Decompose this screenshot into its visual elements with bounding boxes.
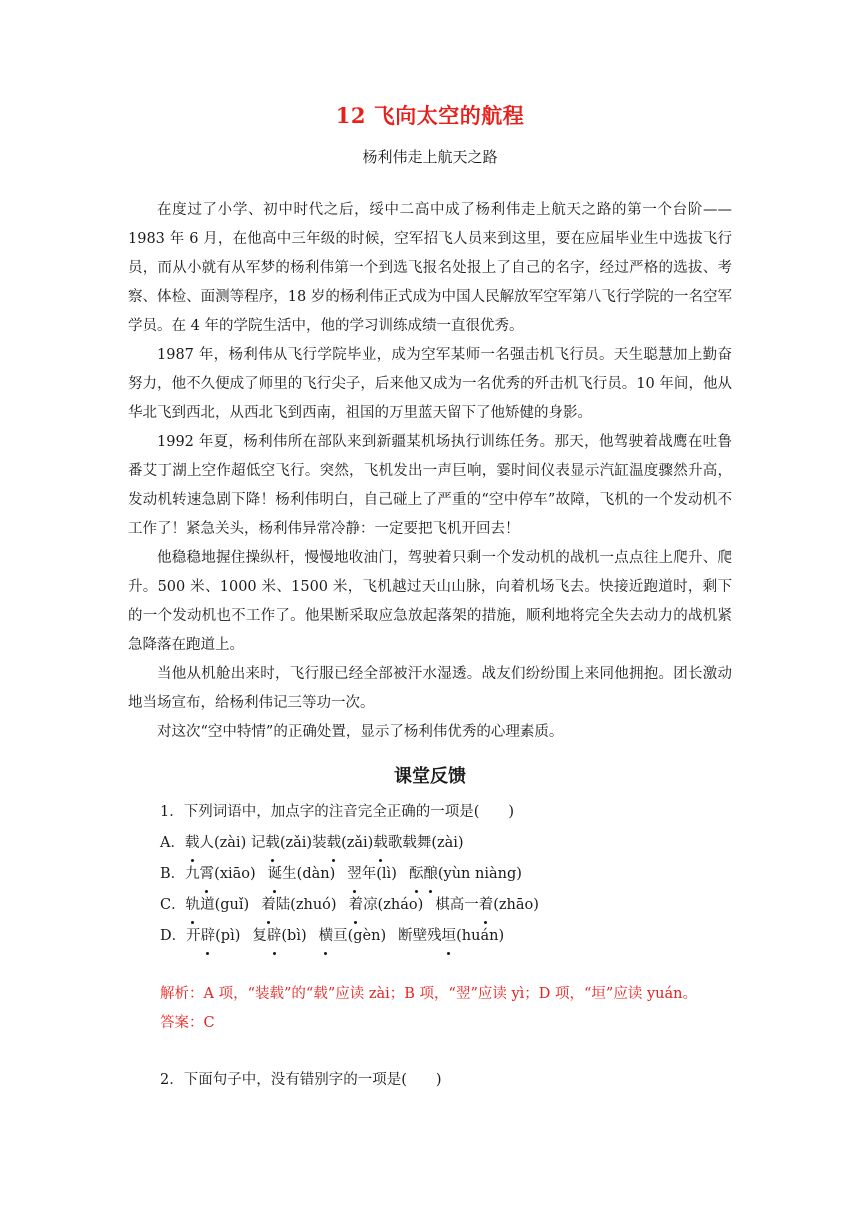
dotted-char: 垣 <box>442 921 457 952</box>
dotted-char: 载 <box>327 828 342 859</box>
paragraph: 1987 年，杨利伟从飞行学院毕业，成为空军某师一名强击机飞行员。天生聪慧加上勤奋努力，他不久便成了师里的飞行尖子，后来他又成为一名优秀的歼击机飞行员。10 年间，他从华北飞到西北，从西北飞到西南，祖国的万里蓝天留下了他矫健的身影。 <box>128 347 732 421</box>
dotted-char: 载 <box>185 828 200 859</box>
dotted-char: 着 <box>261 890 276 921</box>
question-stem: 1．下列词语中，加点字的注音完全正确的一项是( ) <box>160 804 515 820</box>
paragraph: 他稳稳地握住操纵杆，慢慢地收油门，驾驶着只剩一个发动机的战机一点点往上爬升、爬升。500 米、1000 米、1500 米，飞机越过天山山脉，向着机场飞去。快接近跑道时，剩下的一个发动机也不工作了。他果断采取应急放起落架的措施，顺利地将完全失去动力的战机紧急降落在跑道上。 <box>128 550 732 653</box>
dotted-char: 霄 <box>200 859 215 890</box>
dotted-char: 酝 <box>409 859 424 890</box>
dotted-char: 着 <box>349 890 364 921</box>
answer-block <box>160 980 780 1038</box>
analysis-text: 解析：A 项，“装载”的“载”应读 zài；B 项，“翌”应读 yì；D 项，“垣”应读 yuán。 <box>160 986 697 1002</box>
dotted-char: 载 <box>373 828 388 859</box>
dotted-char: 辟 <box>201 921 216 952</box>
paragraph: 当他从机舱出来时，飞行服已经全部被汗水湿透。战友们纷纷围上来同他拥抱。团长激动地当场宣布，给杨利伟记三等功一次。 <box>128 666 732 711</box>
dotted-char: 载 <box>265 828 280 859</box>
paragraph: 在度过了小学、初中时代之后，绥中二高中成了杨利伟走上航天之路的第一个台阶——1983 年 6 月，在他高中三年级的时候，空军招飞人员来到这里，要在应届毕业生中选拔飞行员，而从小就有从军梦的杨利伟第一个到选飞报名处报上了自己的名字，经过严格的选拔、考察、体检、面测等程序，18 岁的杨利伟正式成为中国人民解放军空军第八飞行学院的一名空军学员。在 4 年的学院生活中，他的学习训练成绩一直很优秀。 <box>128 202 732 334</box>
paragraph: 对这次“空中特情”的正确处置，显示了杨利伟优秀的心理素质。 <box>157 724 564 740</box>
dotted-char: 辟 <box>267 921 282 952</box>
dotted-char: 横 <box>319 921 334 952</box>
option-c: C．轨道(guǐ) 着陆(zhuó) 着凉(zháo) 棋高一着(zhāo) <box>160 890 760 921</box>
question-1 <box>160 797 760 952</box>
question-2-stem: 2．下面句子中，没有错别字的一项是( ) <box>160 1072 442 1088</box>
lesson-subtitle: 杨利伟走上航天之路 <box>362 148 498 166</box>
option-d: D．开辟(pì) 复辟(bì) 横亘(gèn) 断壁残垣(huán) <box>160 921 760 952</box>
answer-text: 答案：C <box>160 1015 215 1031</box>
article-body <box>128 196 732 747</box>
option-a: A．载人(zài) 记载(zǎi)装载(zǎi)载歌载舞(zài) <box>160 828 760 859</box>
lesson-title: 12 飞向太空的航程 <box>335 103 525 128</box>
option-b: B．九霄(xiāo) 诞生(dàn) 翌年(lì) 酝酿(yùn niàng) <box>160 859 760 890</box>
dotted-char: 酿 <box>423 859 438 890</box>
paragraph: 1992 年夏，杨利伟所在部队来到新疆某机场执行训练任务。那天，他驾驶着战鹰在吐鲁番艾丁湖上空作超低空飞行。突然，飞机发出一声巨响，霎时间仪表显示汽缸温度骤然升高，发动机转速急剧下降！杨利伟明白，自己碰上了严重的“空中停车”故障，飞机的一个发动机不工作了！紧急关头，杨利伟异常冷静：一定要把飞机开回去！ <box>128 434 732 537</box>
section-title: 课堂反馈 <box>394 766 466 787</box>
dotted-char: 着 <box>479 890 494 921</box>
dotted-char: 诞 <box>268 859 283 890</box>
dotted-char: 翌 <box>347 859 362 890</box>
dotted-char: 轨 <box>186 890 201 921</box>
